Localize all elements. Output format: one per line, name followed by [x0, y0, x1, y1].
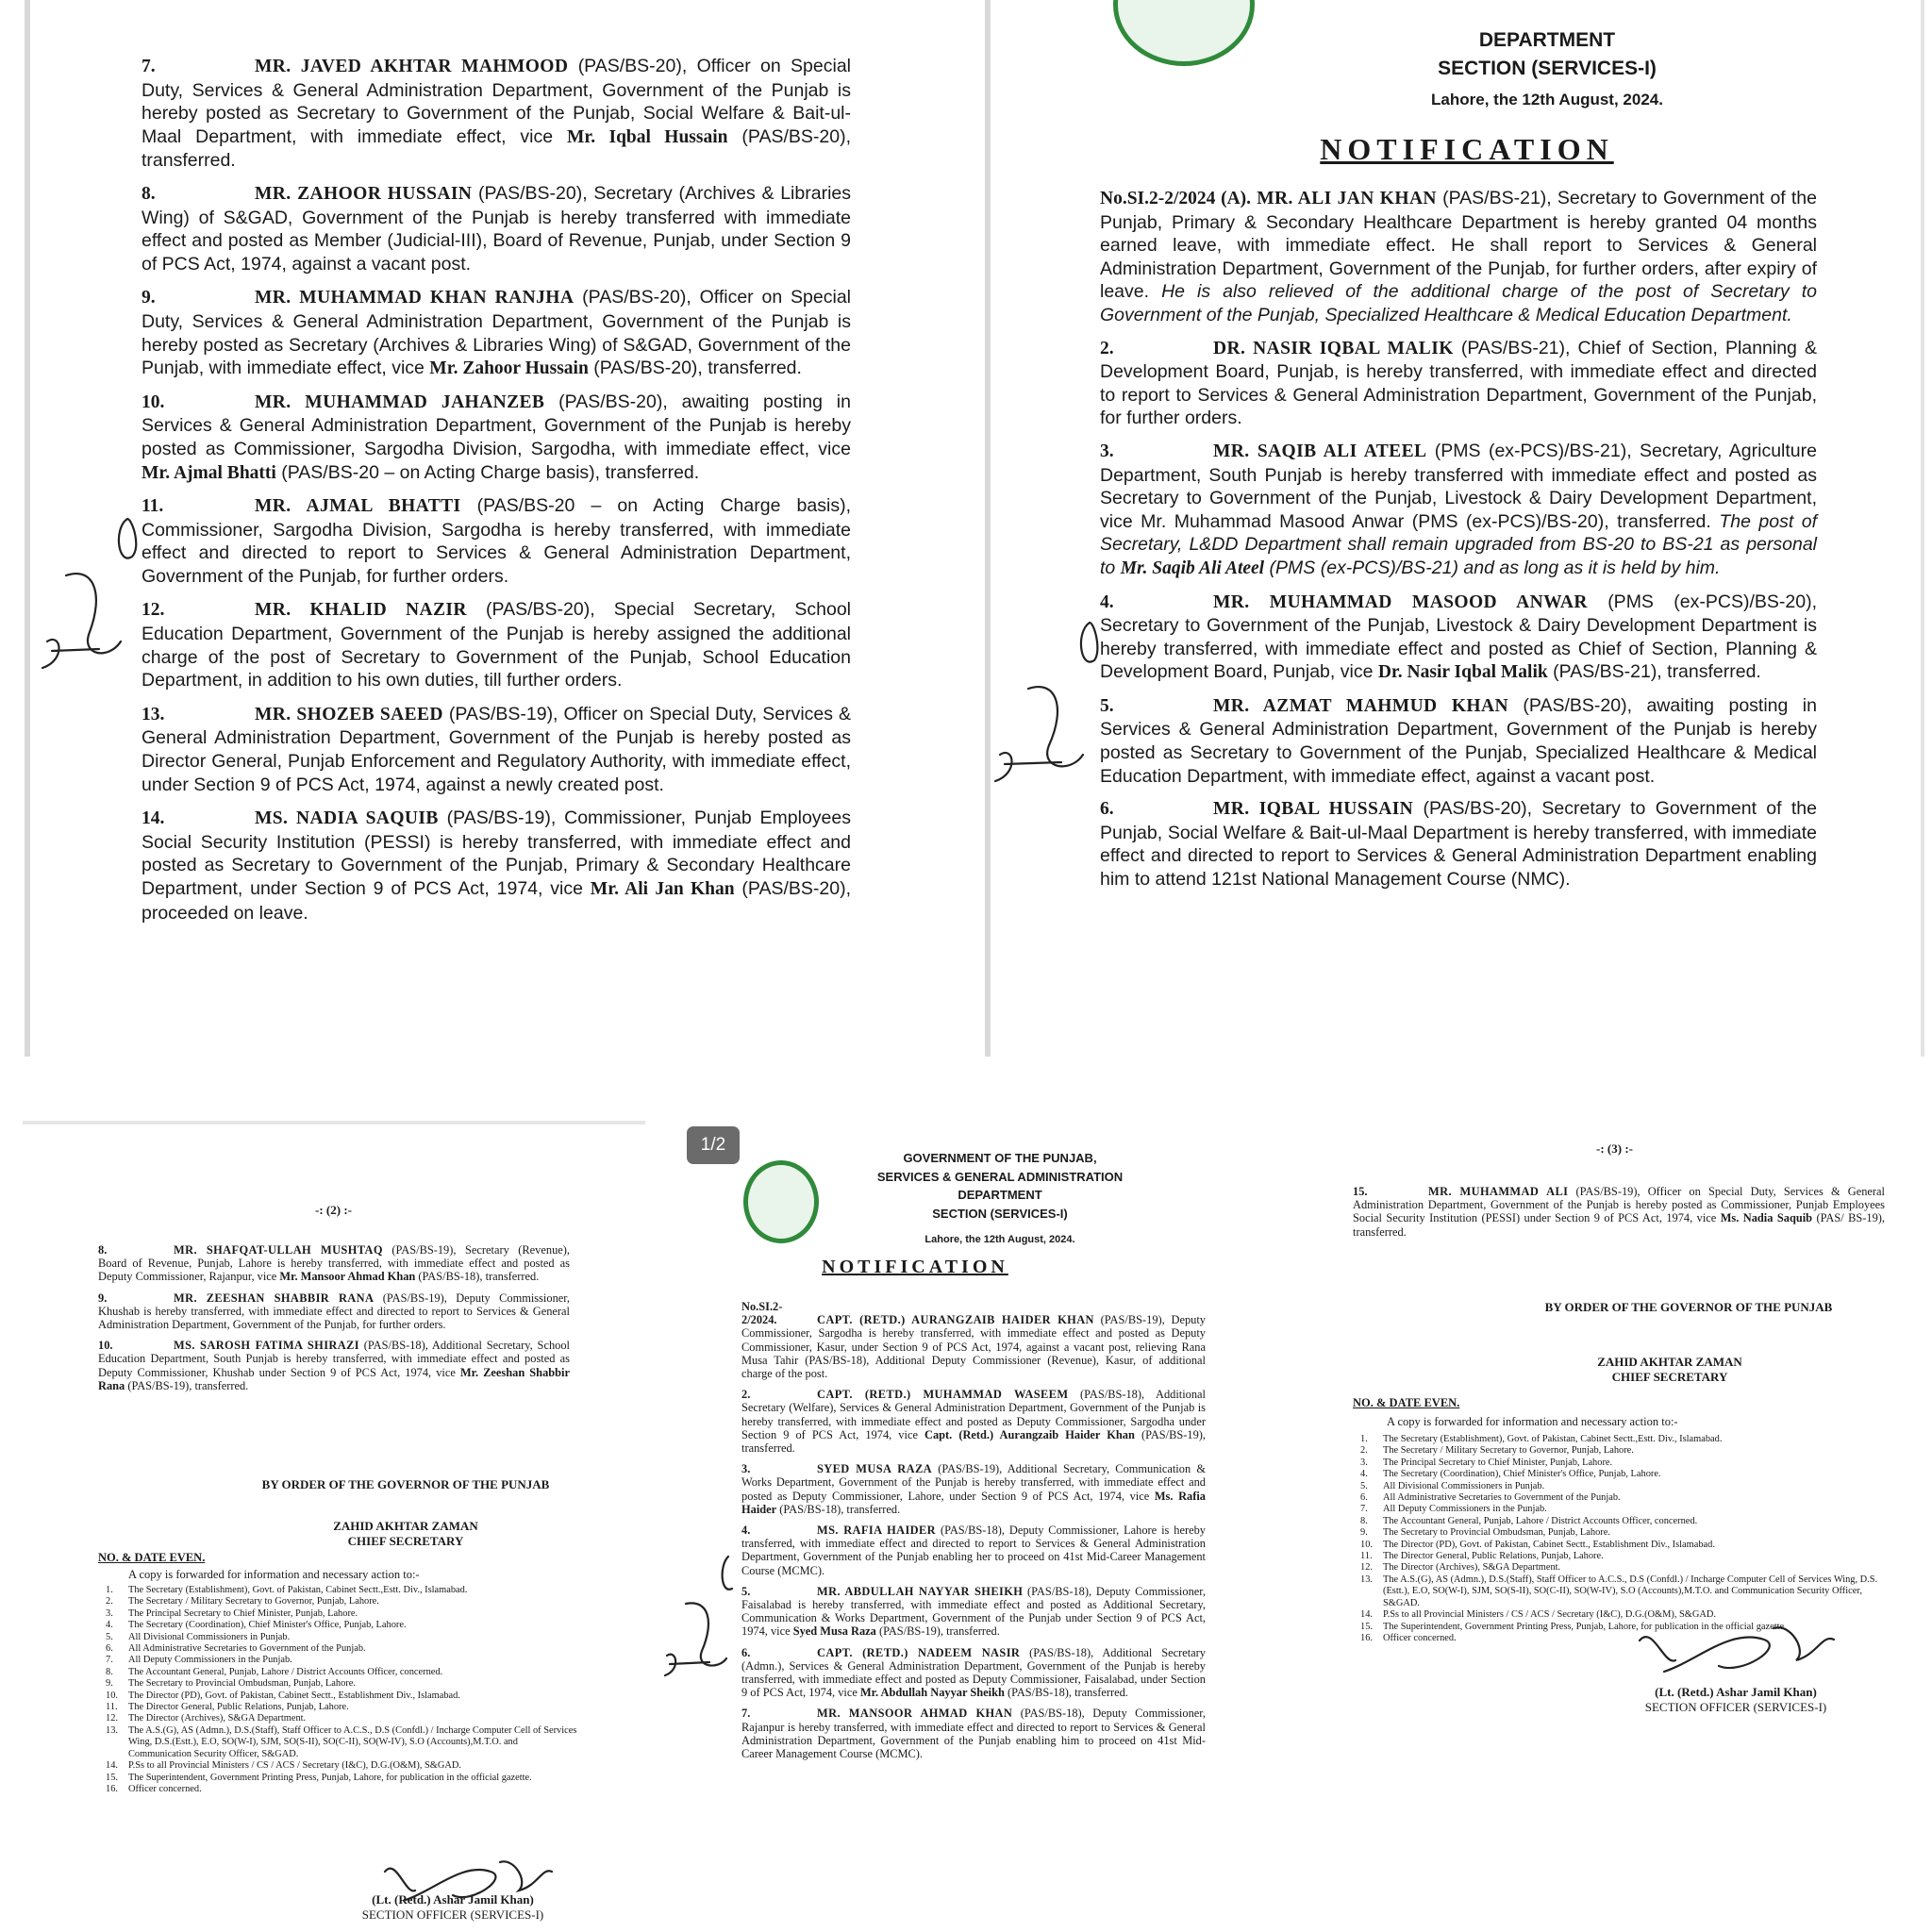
- officer-reference: Mr. Zahoor Hussain: [429, 358, 589, 379]
- paragraph: [98, 1339, 570, 1392]
- copy-list-item: [106, 1702, 577, 1713]
- initials-signature: [991, 604, 1104, 783]
- copy-item-number: 15.: [106, 1772, 118, 1783]
- paragraph-text: (PAS/BS-20), Officer on Special Duty, Services & General Administration Department, Government of the Punjab is hereby posted as Secretary to Government of the Punjab, Social Welfare & Bait-ul-Maal Department, with immediate effect, vice: [142, 56, 851, 147]
- officer-name: MR. ZAHOOR HUSSAIN: [255, 183, 473, 204]
- copy-list-item: [1360, 1457, 1889, 1469]
- paragraph-text: (PAS/BS-20), proceeded on leave.: [142, 878, 851, 924]
- paragraph: [142, 286, 851, 380]
- officer-name: MR. SHOZEB SAEED: [255, 704, 443, 724]
- initials-signature: [38, 500, 142, 670]
- officer-reference: Mr. Ajmal Bhatti: [142, 462, 276, 483]
- notification-page-4: [1311, 1113, 1932, 1932]
- copy-item-number: 12.: [106, 1713, 118, 1724]
- officer-name: MS. RAFIA HAIDER: [817, 1524, 937, 1538]
- paragraph-number: 2.: [1100, 338, 1114, 358]
- paragraph-number: 7.: [142, 57, 156, 76]
- paragraph-list: [98, 1243, 570, 1400]
- copy-item-number: 3.: [1360, 1457, 1368, 1468]
- copy-item-text: All Divisional Commissioners in Punjab.: [1383, 1480, 1545, 1491]
- paragraph-text: (PAS/BS-19), transferred.: [125, 1378, 249, 1392]
- paragraph-number: 10.: [142, 391, 165, 412]
- copy-item-number: 1.: [1360, 1434, 1368, 1444]
- paragraph: [1353, 1185, 1885, 1239]
- paragraph-text: (PAS/BS-20 – on Acting Charge basis), Commissioner, Sargodha Division, Sargodha is hereby transferred, with immediate effect and directed to report to Services & General Administration Department, Government of the Punjab, for further orders.: [142, 495, 851, 587]
- notification-title: NOTIFICATION: [1320, 132, 1614, 166]
- copy-list-item: [106, 1643, 577, 1655]
- copy-item-number: 8.: [106, 1666, 113, 1677]
- paragraph-text: (PAS/BS-19), Commissioner, Punjab Employees Social Security Institution (PESSI) is hereby transferred, with immediate effect and posted as Secretary to Government of the Punjab, Primary & Secondary Healthcare Department, under Section 9 of PCS Act, 1974, vice: [142, 808, 851, 899]
- issue-date: Lahore, the 12th August, 2024.: [924, 1234, 1075, 1245]
- paragraph-text: (PAS/BS-18), transferred.: [776, 1502, 901, 1516]
- notification-page-1-continued: [0, 0, 962, 1057]
- copy-list-item: [106, 1608, 577, 1620]
- officer-name: DR. NASIR IQBAL MALIK: [1213, 338, 1454, 358]
- paragraph-text: (PAS/BS-19), Deputy Commissioner, Sargodha is hereby transferred, with immediate effect and posted as Deputy Commissioner, Kasur, under Section 9 of PCS Act, 1974, against a vacant post, relieving Rana Musa Tahir (PAS/BS-18), Additional Deputy Commissioner (Revenue), Kasur, of additional charge of the post.: [741, 1313, 1206, 1381]
- notification-page-3: [660, 1113, 1302, 1932]
- copy-item-text: P.Ss to all Provincial Ministers / CS / ACS / Secretary (I&C), D.G.(O&M), S&GAD.: [1383, 1609, 1716, 1621]
- copy-item-text: The Secretary (Establishment), Govt. of Pakistan, Cabinet Sectt.,Estt. Div., Islamabad.: [128, 1585, 468, 1595]
- paragraph: [741, 1462, 1206, 1516]
- paragraph: [741, 1524, 1206, 1577]
- copy-item-text: The Superintendent, Government Printing Press, Punjab, Lahore, for publication in the official gazette.: [128, 1772, 532, 1783]
- paragraph-text: (PAS/BS-19), transferred.: [875, 1624, 1000, 1639]
- copy-item-text: Officer concerned.: [128, 1783, 202, 1794]
- copy-list-item: [1360, 1504, 1889, 1515]
- copy-list-item: [106, 1596, 577, 1607]
- officer-name: MR. ALI JAN KHAN: [1257, 189, 1437, 208]
- paragraph-number: 11.: [142, 496, 164, 517]
- paragraph-text: (PAS/BS-21), Chief of Section, Planning & Development Board, Punjab, is hereby transferred, with immediate effect and directed to report to Services & General Administration Department, Government of the Punjab, for further orders.: [1100, 337, 1817, 429]
- forward-line: A copy is forwarded for information and necessary action to:-: [1387, 1415, 1678, 1428]
- copy-list-item: [106, 1773, 577, 1784]
- copy-list-item: [1360, 1540, 1889, 1551]
- copy-item-text: P.Ss to all Provincial Ministers / CS / ACS / Secretary (I&C), D.G.(O&M), S&GAD.: [128, 1760, 461, 1772]
- copy-list-item: [1360, 1574, 1889, 1609]
- copy-list-item: [1360, 1481, 1889, 1492]
- paragraph-number: 14.: [142, 808, 165, 829]
- copy-item-text: The Director (Archives), S&GA Department.: [128, 1713, 307, 1724]
- officer-name: MR. MUHAMMAD JAHANZEB: [255, 391, 545, 412]
- paragraph: [1100, 440, 1817, 581]
- chief-secretary-name: ZAHID AKHTAR ZAMAN: [333, 1519, 478, 1533]
- copy-item-text: The Secretary (Establishment), Govt. of Pakistan, Cabinet Sectt.,Estt. Div., Islamabad.: [1383, 1434, 1723, 1444]
- paragraph-number: 4.: [1100, 591, 1114, 612]
- paragraph-text: (PAS/BS-19), Officer on Special Duty, Services & General Administration Department, Government of the Punjab is hereby posted as Commissioner, Punjab Employees Social Security Institution (PESSI) under Section 9 of PCS Act, 1974, vice: [1353, 1185, 1885, 1225]
- copy-item-number: 7.: [1360, 1504, 1368, 1515]
- officer-name: MR. AJMAL BHATTI: [255, 496, 461, 517]
- copy-list: [1360, 1434, 1889, 1644]
- paragraph: [142, 807, 851, 924]
- paragraph-list: [142, 55, 851, 934]
- officer-name: MR. ZEESHAN SHABBIR RANA: [174, 1291, 375, 1305]
- paragraph-number: 6.: [741, 1645, 751, 1659]
- officer-name: MR. JAVED AKHTAR MAHMOOD: [255, 57, 569, 76]
- notification-number: No.SI.2-2/2024 (A).: [1100, 189, 1252, 208]
- copy-item-text: The Director General, Public Relations, Punjab, Lahore.: [1383, 1551, 1604, 1562]
- copy-item-number: 16.: [1360, 1632, 1373, 1643]
- copy-item-text: Officer concerned.: [1383, 1632, 1457, 1643]
- paragraph-number: 15.: [1353, 1185, 1368, 1198]
- paragraph: [1100, 797, 1817, 891]
- paragraph-text: (PAS/BS-19), transferred.: [741, 1427, 1206, 1456]
- chief-secretary-block: [283, 1519, 528, 1549]
- copy-item-text: All Divisional Commissioners in Punjab.: [128, 1631, 291, 1642]
- officer-reference: Mr. Zeeshan Shabbir Rana: [98, 1365, 570, 1392]
- paragraph-text: (PAS/BS-20), awaiting posting in Services & General Administration Department, Government of the Punjab is hereby posted as Commissioner, Sargodha Division, Sargodha, with immediate effect, vice: [142, 391, 851, 459]
- officer-name: MR. SAQIB ALI ATEEL: [1213, 441, 1427, 461]
- paragraph-text: (PAS/BS-20), Secretary (Archives & Libraries Wing) of S&GAD, Government of the Punjab is hereby transferred with immediate effect and posted as Member (Judicial-III), Board of Revenue, Punjab, under Section 9 of PCS Act, 1974, against a vacant post.: [142, 182, 851, 275]
- paragraph-list: [741, 1300, 1206, 1768]
- section-officer-title: SECTION OFFICER (SERVICES-I): [1644, 1700, 1827, 1714]
- paragraph: [1100, 694, 1817, 788]
- officer-name: MR. IQBAL HUSSAIN: [1213, 799, 1414, 820]
- copy-item-number: 14.: [106, 1760, 118, 1772]
- officer-name: SYED MUSA RAZA: [817, 1462, 932, 1476]
- paragraph-number: 9.: [142, 288, 156, 308]
- paragraph-number: 5.: [741, 1584, 751, 1598]
- officer-name: MR. KHALID NAZIR: [255, 600, 467, 621]
- copy-item-number: 9.: [106, 1678, 113, 1690]
- copy-item-text: The Secretary to Provincial Ombudsman, Punjab, Lahore.: [128, 1678, 356, 1690]
- officer-name: MR. ABDULLAH NAYYAR SHEIKH: [817, 1584, 1024, 1598]
- copy-item-text: The Secretary to Provincial Ombudsman, Punjab, Lahore.: [1383, 1527, 1610, 1539]
- punjab-crest-icon: [1113, 0, 1255, 66]
- paragraph: [741, 1646, 1206, 1700]
- paragraph-italic: He is also relieved of the additional charge of the post of Secretary to Government of the Punjab, Specialized Healthcare & Medical Education Department.: [1100, 281, 1818, 325]
- paragraph-text: (PAS/BS-18), Deputy Commissioner, Lahore is hereby transferred, with immediate effect and directed to report to Services & General Administration Department, Government of the Punjab enabling her to proceed on 41st Mid-Career Management Course (MCMC).: [741, 1524, 1206, 1577]
- copy-list-item: [106, 1632, 577, 1643]
- copy-list-item: [106, 1760, 577, 1772]
- section-officer-name: (Lt. (Retd.) Ashar Jamil Khan): [372, 1892, 534, 1907]
- officer-reference: Capt. (Retd.) Aurangzaib Haider Khan: [924, 1427, 1135, 1441]
- officer-reference: Dr. Nasir Iqbal Malik: [1377, 662, 1548, 683]
- copy-list-item: [1360, 1434, 1889, 1445]
- copy-item-text: The Accountant General, Punjab, Lahore / District Accounts Officer, concerned.: [1383, 1515, 1698, 1526]
- paragraph: [98, 1291, 570, 1332]
- paragraph-text: (PMS (ex-PCS)/BS-21), Secretary, Agriculture Department, South Punjab is hereby transferred with immediate effect and posted as Secretary to Government of the Punjab, Livestock & Dairy Development Department, vice Mr. Muhammad Masood Anwar (PMS (ex-PCS)/BS-20), transferred.: [1100, 440, 1817, 532]
- paragraph-text: (PAS/BS-19), Deputy Commissioner, Khushab is hereby transferred, with immediate effect and directed to report to Services & General Administration Department, Government of the Punjab, for further orders.: [98, 1291, 570, 1332]
- paragraph: [98, 1243, 570, 1284]
- officer-reference: Syed Musa Raza: [792, 1624, 876, 1639]
- copy-item-number: 12.: [1360, 1562, 1373, 1574]
- paragraph-text: (PAS/BS-20), transferred.: [588, 358, 802, 379]
- officer-name: MR. MUHAMMAD MASOOD ANWAR: [1213, 591, 1588, 612]
- chief-secretary-title: CHIEF SECRETARY: [1611, 1370, 1728, 1384]
- paragraph-text: (PAS/BS-20), transferred.: [142, 125, 851, 172]
- paragraph-text: (PAS/BS-18), Additional Secretary (Welfare), Services & General Administration Department, Government of the Punjab is hereby transferred, with immediate effect and posted as Deputy Commissioner, Sargodha under Section 9 of PCS Act, 1974, vice: [741, 1388, 1206, 1441]
- paragraph-text: (PAS/ BS-19), transferred.: [1353, 1211, 1885, 1239]
- officer-reference: Ms. Nadia Saquib: [1720, 1211, 1813, 1225]
- copy-list-item: [1360, 1562, 1889, 1574]
- paragraph-number: 6.: [1100, 799, 1114, 820]
- copy-item-number: 5.: [106, 1631, 113, 1642]
- copy-item-text: The Director General, Public Relations, Punjab, Lahore.: [128, 1702, 349, 1713]
- paragraph-text: (PAS/BS-20 – on Acting Charge basis), transferred.: [275, 461, 700, 483]
- paragraph-text: (PAS/BS-18), Additional Secretary (Admn.), Services & General Administration Department, Government of the Punjab is hereby transferred, with immediate effect and posted as Deputy Commissioner, Faisalabad, under Section 9 of PCS Act, 1974, vice: [741, 1645, 1206, 1700]
- copy-item-number: 7.: [106, 1655, 113, 1666]
- header-line: GOVERNMENT OF THE PUNJAB,: [903, 1151, 1097, 1165]
- copy-item-text: The Secretary (Coordination), Chief Minister's Office, Punjab, Lahore.: [1383, 1469, 1661, 1480]
- paragraph: [142, 391, 851, 485]
- letterhead: [1387, 26, 1707, 83]
- paragraph-number: 7.: [741, 1707, 751, 1721]
- copy-list-item: [106, 1678, 577, 1690]
- paragraph-italic: The post of Secretary, L&DD Department shall remain upgraded from BS-20 to BS-21 as personal to: [1100, 510, 1818, 578]
- paragraph: [142, 494, 851, 589]
- officer-reference: Ms. Rafia Haider: [741, 1489, 1206, 1516]
- officer-name: MS. NADIA SAQUIB: [255, 808, 439, 829]
- copy-item-text: The Superintendent, Government Printing Press, Punjab, Lahore, for publication in the official gazette.: [1383, 1621, 1787, 1632]
- copy-item-text: All Deputy Commissioners in the Punjab.: [1383, 1504, 1547, 1515]
- officer-name: MR. MANSOOR AHMAD KHAN: [817, 1707, 1013, 1721]
- paragraph: [142, 598, 851, 692]
- copy-list-item: [106, 1585, 577, 1596]
- paragraph: [741, 1388, 1206, 1455]
- officer-name: MR. SHAFQAT-ULLAH MUSHTAQ: [174, 1243, 383, 1257]
- copy-item-text: The Director (PD), Govt. of Pakistan, Cabinet Sectt., Establishment Div., Islamabad.: [128, 1690, 460, 1701]
- copy-item-text: The Secretary / Military Secretary to Governor, Punjab, Lahore.: [1383, 1445, 1634, 1457]
- header-line: SERVICES & GENERAL ADMINISTRATION: [876, 1169, 1124, 1184]
- officer-name: MS. SAROSH FATIMA SHIRAZI: [174, 1339, 360, 1353]
- paragraph-text: (PAS/BS-18), Additional Secretary, School Education Department, South Punjab is hereby transferred, with immediate effect and posted as Deputy Commissioner, Khushab under Section 9 of PCS Act, 1974, vice: [98, 1339, 570, 1379]
- copy-item-number: 13.: [1360, 1574, 1373, 1585]
- copy-item-number: 4.: [106, 1620, 113, 1631]
- paragraph-italic: (PMS (ex-PCS)/BS-21) and as long as it is held by him.: [1264, 557, 1721, 578]
- paragraph-text: (PMS (ex-PCS)/BS-20), Secretary to Government of the Punjab, Livestock & Dairy Development Department is hereby transferred, with immediate effect and posted as Chief of Section, Planning & Development Board, Punjab, vice: [1100, 591, 1817, 683]
- copy-item-text: All Administrative Secretaries to Government of the Punjab.: [1383, 1492, 1621, 1504]
- copy-list-item: [106, 1713, 577, 1724]
- copy-item-text: The A.S.(G), AS (Admn.), D.S.(Staff), Staff Officer to A.C.S., D.S (Confdl.) / Incharge Computer Cell of Services Wing, D.S.(Estt.), E.O, SO(W-I), SJM, SO(S-II), SO(C-II), SO(W-IV), S.O (Accounts),M.T.O. and Communication Security Officer, S&GAD.: [128, 1724, 577, 1759]
- copy-item-number: 8.: [1360, 1515, 1368, 1526]
- paragraph: [142, 703, 851, 797]
- paragraph-text: (PAS/BS-18), transferred.: [415, 1270, 540, 1284]
- order-line: BY ORDER OF THE GOVERNOR OF THE PUNJAB: [1544, 1300, 1833, 1314]
- copy-list-item: [106, 1784, 577, 1795]
- page-number: -: (2) :-: [315, 1203, 352, 1217]
- copy-list-item: [1360, 1516, 1889, 1527]
- officer-name: MR. AZMAT MAHMUD KHAN: [1213, 695, 1508, 716]
- paragraph-number: 10.: [98, 1339, 113, 1353]
- copy-item-number: 2.: [1360, 1445, 1368, 1457]
- no-date-even: NO. & DATE EVEN.: [1353, 1396, 1460, 1409]
- chief-secretary-name: ZAHID AKHTAR ZAMAN: [1597, 1355, 1742, 1369]
- copy-item-number: 3.: [106, 1607, 113, 1619]
- paragraph-text: (PAS/BS-18), transferred.: [1004, 1686, 1128, 1700]
- paragraph-number: No.SI.2-2/2024.: [741, 1300, 783, 1327]
- page-edge: [1921, 0, 1924, 1057]
- paragraph-number: 12.: [142, 600, 165, 621]
- copy-item-number: 6.: [106, 1643, 113, 1655]
- copy-item-number: 16.: [106, 1783, 118, 1794]
- copy-list-item: [1360, 1527, 1889, 1539]
- copy-item-number: 13.: [106, 1724, 118, 1736]
- paragraph-text: (PAS/BS-19), Officer on Special Duty, Services & General Administration Department, Government of the Punjab is hereby posted as Director General, Punjab Enforcement and Regulatory Authority, with immediate effect, under Section 9 of PCS Act, 1974, against a newly created post.: [142, 703, 852, 795]
- copy-item-number: 9.: [1360, 1527, 1368, 1539]
- section-officer-name: (Lt. (Retd.) Ashar Jamil Khan): [1655, 1685, 1817, 1699]
- copy-item-text: The Accountant General, Punjab, Lahore / District Accounts Officer, concerned.: [128, 1666, 443, 1677]
- copy-item-number: 1.: [106, 1585, 113, 1595]
- paragraph-text: (PAS/BS-19), Additional Secretary, Communication & Works Department, Government of the Punjab is hereby transferred, with immediate effect and posted as Deputy Commissioner, Lahore, under Section 9 of PCS Act, 1974, vice: [741, 1462, 1206, 1503]
- punjab-crest-icon: [743, 1160, 819, 1243]
- copy-item-number: 11.: [1360, 1551, 1373, 1562]
- copy-item-text: The Principal Secretary to Chief Minister, Punjab, Lahore.: [1383, 1457, 1613, 1468]
- officer-name: MR. MUHAMMAD ALI: [1428, 1185, 1569, 1198]
- copy-item-number: 6.: [1360, 1492, 1368, 1504]
- copy-list-item: [106, 1620, 577, 1631]
- officer-name: CAPT. (RETD.) NADEEM NASIR: [817, 1645, 1021, 1659]
- copy-list-item: [106, 1667, 577, 1678]
- paragraph-text: (PAS/BS-20), Secretary to Government of the Punjab, Social Welfare & Bait-ul-Maal Department is hereby transferred, with immediate effect and directed to report to Services & General Administration Department enabling him to attend 121st National Management Course (NMC).: [1100, 798, 1817, 891]
- copy-item-number: 2.: [106, 1596, 113, 1607]
- copy-item-text: The Secretary / Military Secretary to Governor, Punjab, Lahore.: [128, 1596, 379, 1607]
- paragraph: [1100, 591, 1817, 685]
- forward-line: A copy is forwarded for information and necessary action to:-: [128, 1568, 420, 1581]
- section-officer-title: SECTION OFFICER (SERVICES-I): [361, 1907, 544, 1922]
- paragraph-text: (PAS/BS-18), Deputy Commissioner, Faisalabad is hereby transferred, with immediate effect and posted as Additional Secretary, Communication & Works Department, Government of the Punjab under Section 9 of PCS Act, 1974, vice: [741, 1584, 1206, 1639]
- copy-item-text: The A.S.(G), AS (Admn.), D.S.(Staff), Staff Officer to A.C.S., D.S (Confdl.) / Incharge Computer Cell of Services Wing, D.S.(Estt.), E.O, SO(W-I), SJM, SO(S-II), SO(C-II), SO(W-IV), S.O (Accounts),M.T.O. and Communication Security Officer, S&GAD.: [1383, 1574, 1878, 1608]
- paragraph-text: (PAS/BS-20), Special Secretary, School Education Department, Government of the Punjab is hereby assigned the additional charge of the post of Secretary to Government of the Punjab, School Education Department, in addition to his own duties, till further orders.: [142, 599, 852, 691]
- paragraph-text: (PAS/BS-20), Officer on Special Duty, Services & General Administration Department, Government of the Punjab is hereby posted as Secretary (Archives & Libraries Wing) of S&GAD, Government of the Punjab, with immediate effect, vice: [142, 287, 852, 379]
- officer-reference: Mr. Ali Jan Khan: [590, 879, 735, 899]
- copy-item-number: 10.: [106, 1690, 118, 1701]
- copy-item-number: 14.: [1360, 1609, 1373, 1621]
- page-edge: [25, 0, 30, 1057]
- copy-item-number: 11.: [106, 1702, 118, 1713]
- officer-name: MR. MUHAMMAD KHAN RANJHA: [255, 288, 575, 308]
- header-line: SECTION (SERVICES-I): [932, 1206, 1068, 1221]
- copy-item-number: 15.: [1360, 1621, 1373, 1632]
- copy-list-item: [1360, 1445, 1889, 1457]
- copy-item-text: The Secretary (Coordination), Chief Minister's Office, Punjab, Lahore.: [128, 1620, 407, 1631]
- notification-page-1: [972, 0, 1932, 1057]
- header-line: DEPARTMENT: [1478, 29, 1616, 51]
- paragraph-number: 4.: [741, 1524, 751, 1538]
- paragraph-number: 8.: [142, 183, 156, 204]
- paragraph-number: 2.: [741, 1388, 751, 1402]
- page-edge: [985, 0, 991, 1057]
- letterhead: [849, 1149, 1151, 1223]
- paragraph-text: (PAS/BS-18), Deputy Commissioner, Rajanpur is hereby transferred, with immediate effect and directed to report to Services & General Administration Department, Government of the Punjab enabling him to proceed on 41st Mid-Career Management Course (MCMC).: [741, 1707, 1206, 1761]
- header-line: SECTION (SERVICES-I): [1438, 58, 1657, 79]
- header-line: DEPARTMENT: [958, 1188, 1042, 1202]
- paragraph: [741, 1707, 1206, 1760]
- paragraph-number: 8.: [98, 1243, 108, 1257]
- copy-item-text: The Director (Archives), S&GA Department.: [1383, 1562, 1561, 1574]
- copy-list-item: [106, 1690, 577, 1702]
- officer-name: CAPT. (RETD.) MUHAMMAD WASEEM: [817, 1388, 1069, 1402]
- copy-item-text: All Administrative Secretaries to Government of the Punjab.: [128, 1643, 366, 1655]
- paragraph: [1100, 337, 1817, 430]
- officer-reference: Mr. Saqib Ali Ateel: [1120, 558, 1265, 578]
- notification-page-2: [0, 1113, 660, 1932]
- copy-list-item: [1360, 1492, 1889, 1504]
- section-officer-block: [1594, 1685, 1877, 1715]
- copy-item-text: The Principal Secretary to Chief Minister, Punjab, Lahore.: [128, 1607, 358, 1619]
- copy-item-number: 5.: [1360, 1480, 1368, 1491]
- paragraph: [142, 55, 851, 173]
- copy-item-text: All Deputy Commissioners in the Punjab.: [128, 1655, 292, 1666]
- chief-secretary-title: CHIEF SECRETARY: [347, 1534, 464, 1548]
- copy-list-item: [1360, 1469, 1889, 1480]
- copy-item-text: The Director (PD), Govt. of Pakistan, Cabinet Sectt., Establishment Div., Islamabad.: [1383, 1539, 1715, 1550]
- copy-list-item: [106, 1725, 577, 1760]
- section-officer-block: [311, 1892, 594, 1923]
- notification-title: NOTIFICATION: [822, 1257, 1008, 1277]
- page-number: -: (3) :-: [1596, 1141, 1633, 1156]
- no-date-even: NO. & DATE EVEN.: [98, 1551, 206, 1564]
- paragraph-list: [1353, 1185, 1885, 1246]
- officer-reference: Mr. Iqbal Hussain: [567, 126, 728, 147]
- officer-signature: [1632, 1617, 1840, 1683]
- paragraph-text: (PAS/BS-20), awaiting posting in Services & General Administration Department, Government of the Punjab is hereby posted as Secretary to Government of the Punjab, Specialized Healthcare & Medical Education Department, with immediate effect, against a vacant post.: [1100, 694, 1817, 787]
- officer-reference: Mr. Abdullah Nayyar Sheikh: [859, 1686, 1005, 1700]
- paragraph-number: 9.: [98, 1291, 108, 1305]
- paragraph: [741, 1585, 1206, 1639]
- paragraph-number: 5.: [1100, 695, 1114, 716]
- copy-item-number: 10.: [1360, 1539, 1373, 1550]
- paragraph: [1100, 187, 1817, 327]
- paragraph-text: (PAS/BS-19), Secretary (Revenue), Board of Revenue, Punjab, Lahore is hereby transferred, with immediate effect and posted as Deputy Commissioner, Rajanpur, vice: [98, 1243, 570, 1284]
- order-line: BY ORDER OF THE GOVERNOR OF THE PUNJAB: [261, 1477, 550, 1491]
- copy-list: [106, 1585, 577, 1795]
- copy-item-number: 4.: [1360, 1469, 1368, 1480]
- paragraph-text: (PAS/BS-21), Secretary to Government of the Punjab, Primary & Secondary Healthcare Department is hereby granted 04 months earned leave, with immediate effect. He shall report to Services & General Administration Department, Government of the Punjab, for further orders, after expiry of leave.: [1100, 188, 1817, 303]
- page-edge: [23, 1121, 645, 1124]
- issue-date: Lahore, the 12th August, 2024.: [1431, 91, 1663, 108]
- paragraph: [741, 1300, 1206, 1380]
- officer-reference: Mr. Mansoor Ahmad Khan: [279, 1270, 416, 1284]
- initials-signature: [662, 1547, 738, 1679]
- paragraph-list: [1100, 187, 1817, 901]
- page-counter-badge[interactable]: 1/2: [687, 1126, 740, 1164]
- paragraph-number: 3.: [1100, 441, 1114, 461]
- paragraph-number: 3.: [741, 1462, 751, 1476]
- paragraph-number: 13.: [142, 704, 165, 724]
- officer-name: CAPT. (RETD.) AURANGZAIB HAIDER KHAN: [817, 1313, 1094, 1327]
- copy-list-item: [106, 1655, 577, 1666]
- copy-list-item: [1360, 1551, 1889, 1562]
- chief-secretary-block: [1547, 1355, 1792, 1385]
- paragraph: [142, 182, 851, 276]
- paragraph-text: (PAS/BS-21), transferred.: [1547, 661, 1761, 683]
